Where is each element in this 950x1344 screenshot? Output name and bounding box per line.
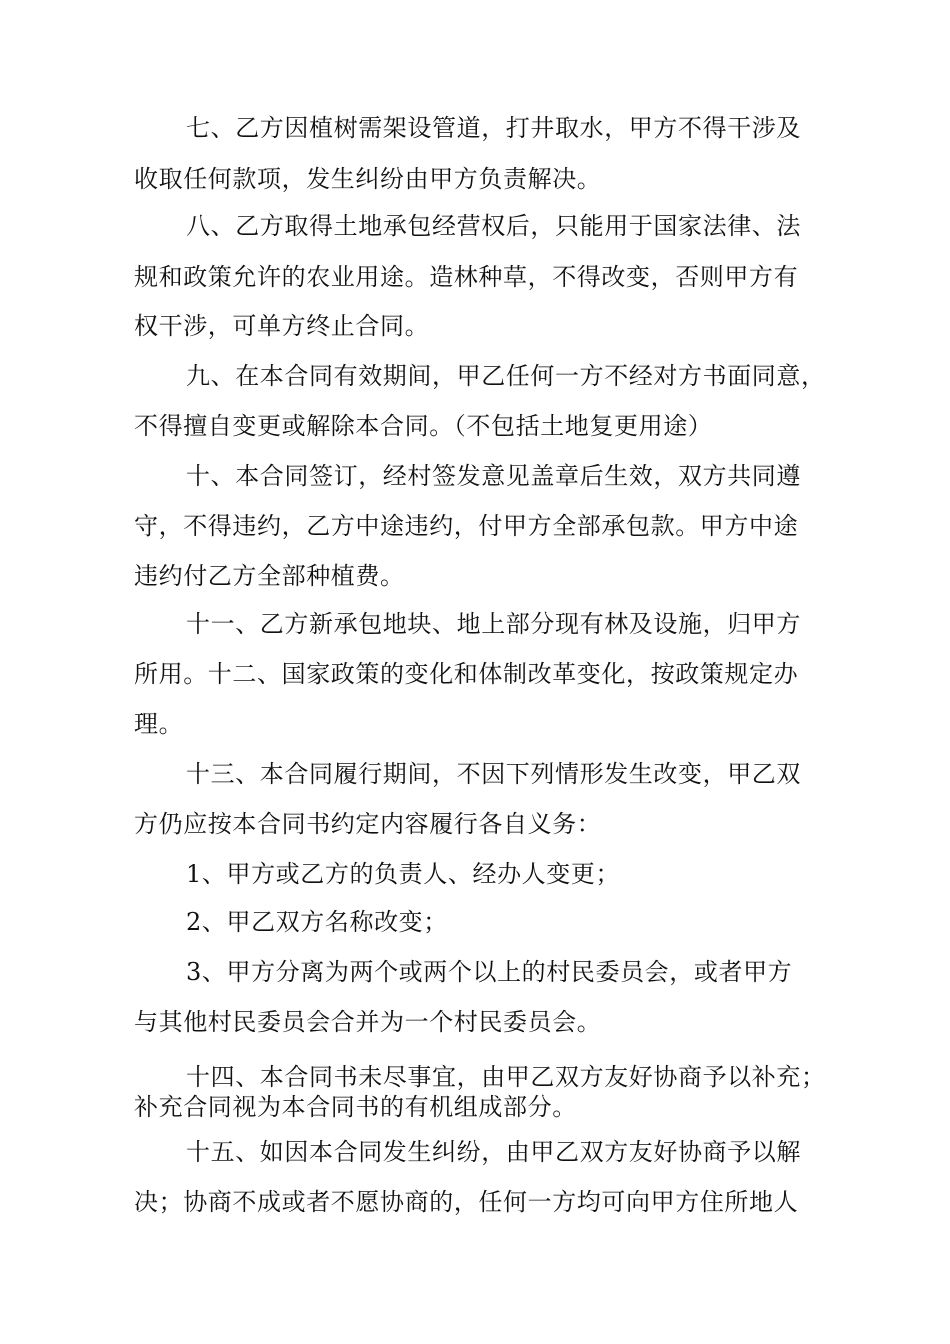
text-line: 1、甲方或乙方的负责人、经办人变更； [186, 860, 621, 888]
text-line: 规和政策允许的农业用途。造林种草，不得改变，否则甲方有 [134, 263, 799, 291]
text-line: 十四、本合同书未尽事宜，由甲乙双方友好协商予以补充； [186, 1063, 826, 1091]
text-line: 不得擅自变更或解除本合同。（不包括土地复更用途） [134, 412, 713, 440]
text-line: 3、甲方分离为两个或两个以上的村民委员会，或者甲方 [186, 958, 793, 986]
text-line: 所用。十二、国家政策的变化和体制改革变化，按政策规定办 [134, 660, 799, 688]
text-line: 违约付乙方全部种植费。 [134, 562, 405, 590]
text-line: 守，不得违约，乙方中途违约，付甲方全部承包款。甲方中途 [134, 512, 799, 540]
text-line: 收取任何款项，发生纠纷由甲方负责解决。 [134, 165, 602, 193]
text-line: 十三、本合同履行期间，不因下列情形发生改变，甲乙双 [186, 760, 801, 788]
text-line: 2、甲乙双方名称改变； [186, 908, 448, 936]
text-line: 与其他村民委员会合并为一个村民委员会。 [134, 1008, 602, 1036]
text-line: 九、在本合同有效期间，甲乙任何一方不经对方书面同意， [186, 362, 826, 390]
text-line: 七、乙方因植树需架设管道，打井取水，甲方不得干涉及 [186, 114, 801, 142]
text-line: 决；协商不成或者不愿协商的，任何一方均可向甲方住所地人 [134, 1188, 799, 1216]
text-line: 补充合同视为本合同书的有机组成部分。 [134, 1093, 577, 1121]
text-line: 权干涉，可单方终止合同。 [134, 312, 430, 340]
text-line: 十、本合同签订，经村签发意见盖章后生效，双方共同遵 [186, 462, 801, 490]
text-line: 十五、如因本合同发生纠纷，由甲乙双方友好协商予以解 [186, 1138, 801, 1166]
text-line: 方仍应按本合同书约定内容履行各自义务： [134, 810, 602, 838]
text-line: 八、乙方取得土地承包经营权后，只能用于国家法律、法 [186, 212, 801, 240]
text-line: 理。 [134, 710, 184, 738]
text-line: 十一、乙方新承包地块、地上部分现有林及设施，归甲方 [186, 610, 801, 638]
